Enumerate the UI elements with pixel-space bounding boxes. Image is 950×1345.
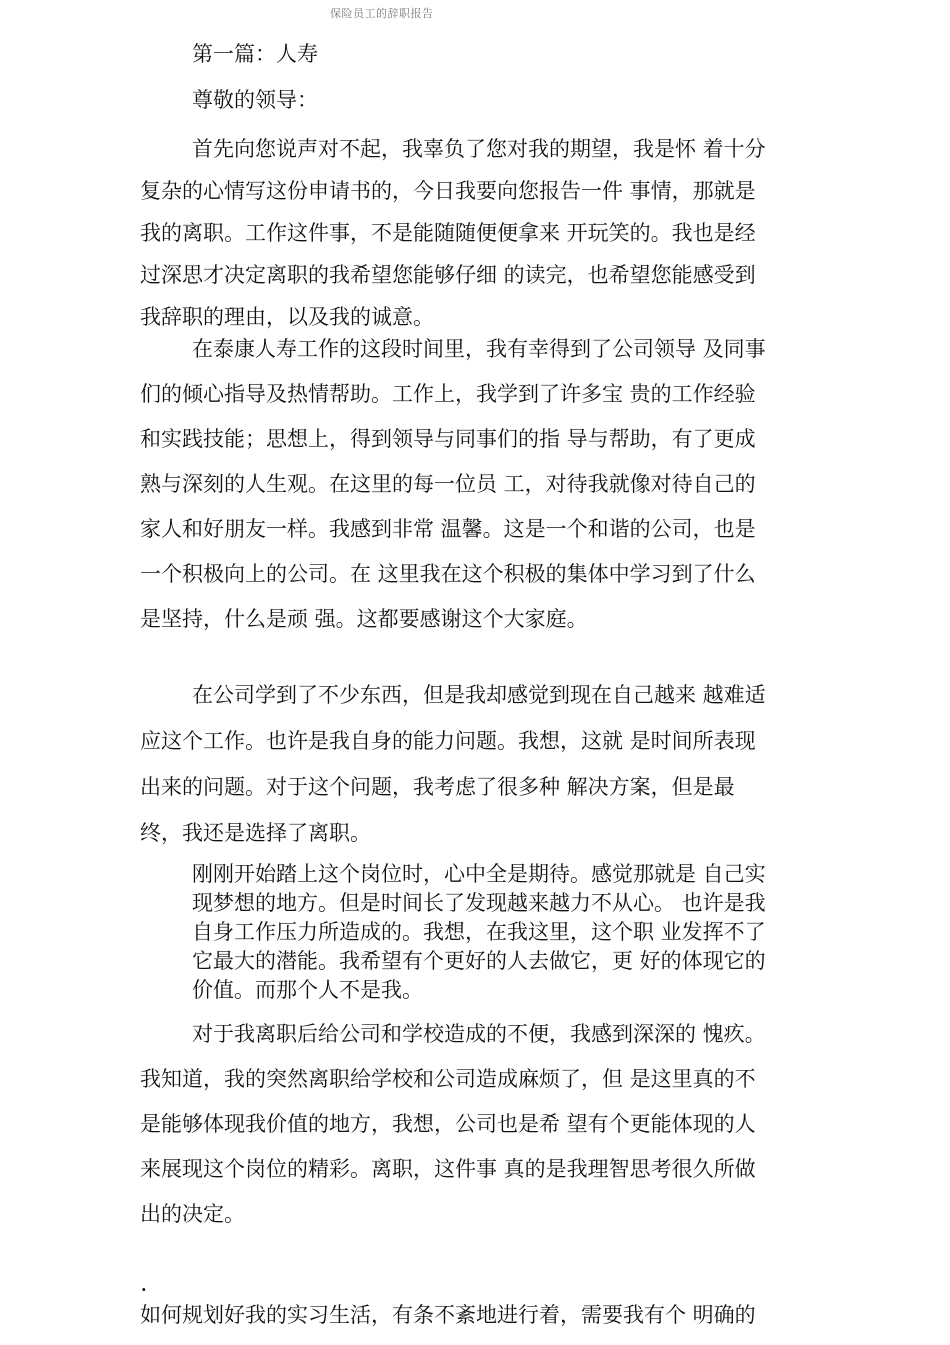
paragraph-line: 价值。而那个人不是我。 [192,978,423,1002]
paragraph-line: 出的决定。 [140,1202,245,1226]
stray-mark: . [141,1276,147,1295]
paragraph-line: 我辞职的理由，以及我的诚意。 [140,305,434,329]
paragraph-line: 过深思才决定离职的我希望您能够仔细 的读完，也希望您能感受到 [140,263,756,287]
paragraph-line: 刚刚开始踏上这个岗位时，心中全是期待。感觉那就是 自己实 [192,862,766,886]
paragraph-line: 它最大的潜能。我希望有个更好的人去做它，更 好的体现它的 [192,949,766,973]
paragraph-line: 们的倾心指导及热情帮助。工作上，我学到了许多宝 贵的工作经验 [140,382,756,406]
paragraph-line: 在公司学到了不少东西，但是我却感觉到现在自己越来 越难适 [192,683,766,707]
paragraph-3 [140,672,790,856]
paragraph-line: 现梦想的地方。但是时间长了发现越来越力不从心。 也许是我 [192,891,766,915]
paragraph-6 [140,1300,790,1330]
paragraph-line: 出来的问题。对于这个问题，我考虑了很多种 解决方案，但是最 [140,775,735,799]
paragraph-line: 对于我离职后给公司和学校造成的不便，我感到深深的 愧疚。 [192,1022,766,1046]
paragraph-line: 如何规划好我的实习生活，有条不紊地进行着，需要我有个 明确的 [140,1303,756,1327]
paragraph-line: 在泰康人寿工作的这段时间里，我有幸得到了公司领导 及同事 [192,337,766,361]
paragraph-line: 熟与深刻的人生观。在这里的每一位员 工，对待我就像对待自己的 [140,472,756,496]
paragraph-2 [140,327,790,642]
paragraph-line: 是坚持，什么是顽 强。这都要感谢这个大家庭。 [140,607,588,631]
salutation: 尊敬的领导： [192,88,318,112]
paragraph-1 [140,128,790,338]
paragraph-5 [140,1012,790,1237]
paragraph-line: 是能够体现我价值的地方，我想，公司也是希 望有个更能体现的人 [140,1112,756,1136]
paragraph-line: 应这个工作。也许是我自身的能力问题。我想，这就 是时间所表现 [140,729,756,753]
document-title: 第一篇：人寿 [192,42,318,66]
paragraph-line: 一个积极向上的公司。在 这里我在这个积极的集体中学习到了什么 [140,562,756,586]
paragraph-line: 和实践技能；思想上，得到领导与同事们的指 导与帮助，有了更成 [140,427,756,451]
paragraph-line: 我知道，我的突然离职给学校和公司造成麻烦了，但 是这里真的不 [140,1067,756,1091]
paragraph-line: 来展现这个岗位的精彩。离职，这件事 真的是我理智思考很久所做 [140,1157,756,1181]
paragraph-4 [192,860,802,1005]
paragraph-line: 复杂的心情写这份申请书的，今日我要向您报告一件 事情，那就是 [140,179,756,203]
paragraph-line: 首先向您说声对不起，我辜负了您对我的期望，我是怀 着十分 [192,137,766,161]
paragraph-line: 终，我还是选择了离职。 [140,821,371,845]
paragraph-line: 自身工作压力所造成的。我想，在我这里，这个职 业发挥不了 [192,920,766,944]
page-header: 保险员工的辞职报告 [330,7,434,20]
paragraph-line: 我的离职。工作这件事，不是能随随便便拿来 开玩笑的。我也是经 [140,221,756,245]
paragraph-line: 家人和好朋友一样。我感到非常 温馨。这是一个和谐的公司，也是 [140,517,756,541]
